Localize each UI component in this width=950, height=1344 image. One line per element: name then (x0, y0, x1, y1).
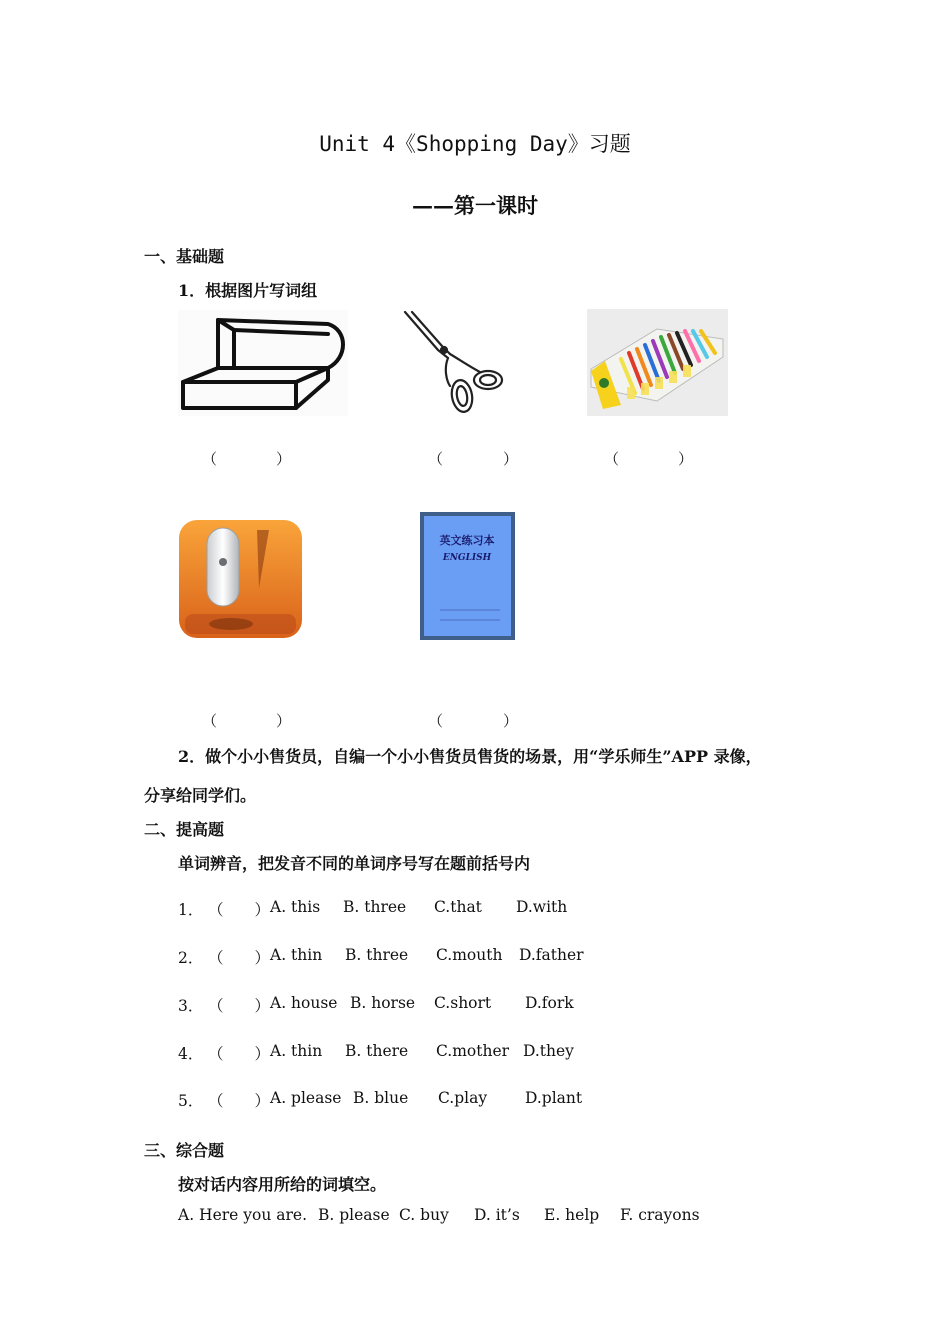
pencil-box-image (178, 310, 348, 416)
page-title: Unit 4《Shopping Day》习题 (319, 132, 631, 156)
phonics-option-b: B. blue (353, 1089, 409, 1107)
phonics-option-a: A. thin (270, 1042, 323, 1060)
phonics-item-number: 5． (178, 1092, 204, 1110)
answer-blank-3-open: （ (604, 450, 620, 468)
phonics-option-d: D.with (516, 898, 568, 916)
phonics-answer-blank: （ ） (208, 949, 271, 967)
notebook-title-english: ENGLISH (442, 553, 492, 563)
phonics-option-c: C.play (438, 1089, 488, 1107)
phonics-option-c: C.mother (436, 1042, 510, 1060)
crayons-image (587, 309, 728, 416)
phonics-item-number: 3． (178, 997, 204, 1015)
phonics-item-number: 2． (178, 949, 204, 967)
question2-line1: 2．做个小小售货员，自编一个小小售货员售货的场景，用“学乐师生”APP 录像， (178, 747, 762, 766)
answer-blank-2-close: ） (503, 450, 519, 468)
phonics-option-b: B. there (345, 1042, 409, 1060)
answer-blank-3-close: ） (678, 450, 694, 468)
phonics-option-d: D.father (519, 946, 584, 964)
phonics-option-a: A. thin (270, 946, 323, 964)
phonics-option-b: B. three (345, 946, 409, 964)
section1-heading: 一、基础题 (144, 247, 225, 266)
phonics-answer-blank: （ ） (208, 1045, 271, 1063)
phonics-option-b: B. horse (350, 994, 416, 1012)
section2-instruction: 单词辨音，把发音不同的单词序号写在题前括号内 (178, 854, 531, 873)
phonics-option-d: D.fork (525, 994, 574, 1012)
answer-blank-5-open: （ (428, 712, 444, 730)
word-bank-option-a: A. Here you are. (178, 1206, 307, 1224)
word-bank-option-d: D. it’s (474, 1206, 520, 1224)
word-bank-option-f: F. crayons (620, 1206, 700, 1224)
phonics-option-b: B. three (343, 898, 407, 916)
page-subtitle: ——第一课时 (412, 193, 538, 218)
phonics-option-d: D.plant (525, 1089, 583, 1107)
phonics-option-c: C.short (434, 994, 492, 1012)
phonics-option-a: A. house (270, 994, 338, 1012)
phonics-option-c: C.mouth (436, 946, 503, 964)
section2-heading: 二、提高题 (144, 820, 225, 839)
phonics-option-a: A. please (270, 1089, 342, 1107)
answer-blank-4-close: ） (276, 712, 292, 730)
answer-blank-4-open: （ (202, 712, 218, 730)
phonics-answer-blank: （ ） (208, 1092, 271, 1110)
answer-blank-5-close: ） (503, 712, 519, 730)
phonics-item-number: 4． (178, 1045, 204, 1063)
section3-heading: 三、综合题 (144, 1141, 225, 1160)
phonics-option-d: D.they (523, 1042, 574, 1060)
phonics-option-a: A. this (270, 898, 321, 916)
word-bank-option-c: C. buy (399, 1206, 449, 1224)
section3-instruction: 按对话内容用所给的词填空。 (178, 1175, 387, 1194)
answer-blank-2-open: （ (428, 450, 444, 468)
question1-prompt: 1．根据图片写词组 (178, 281, 318, 300)
question2-line2: 分享给同学们。 (144, 786, 257, 805)
phonics-option-c: C.that (434, 898, 482, 916)
notebook-title-chinese: 英文练习本 (439, 534, 495, 547)
phonics-answer-blank: （ ） (208, 997, 271, 1015)
scissors-image (400, 308, 508, 416)
answer-blank-1-close: ） (276, 450, 292, 468)
word-bank-option-b: B. please (318, 1206, 390, 1224)
word-bank-option-e: E. help (544, 1206, 600, 1224)
answer-blank-1-open: （ (202, 450, 218, 468)
phonics-answer-blank: （ ） (208, 901, 271, 919)
notebook-image (420, 512, 515, 640)
phonics-item-number: 1． (178, 901, 204, 919)
pencil-sharpener-image (177, 518, 304, 640)
